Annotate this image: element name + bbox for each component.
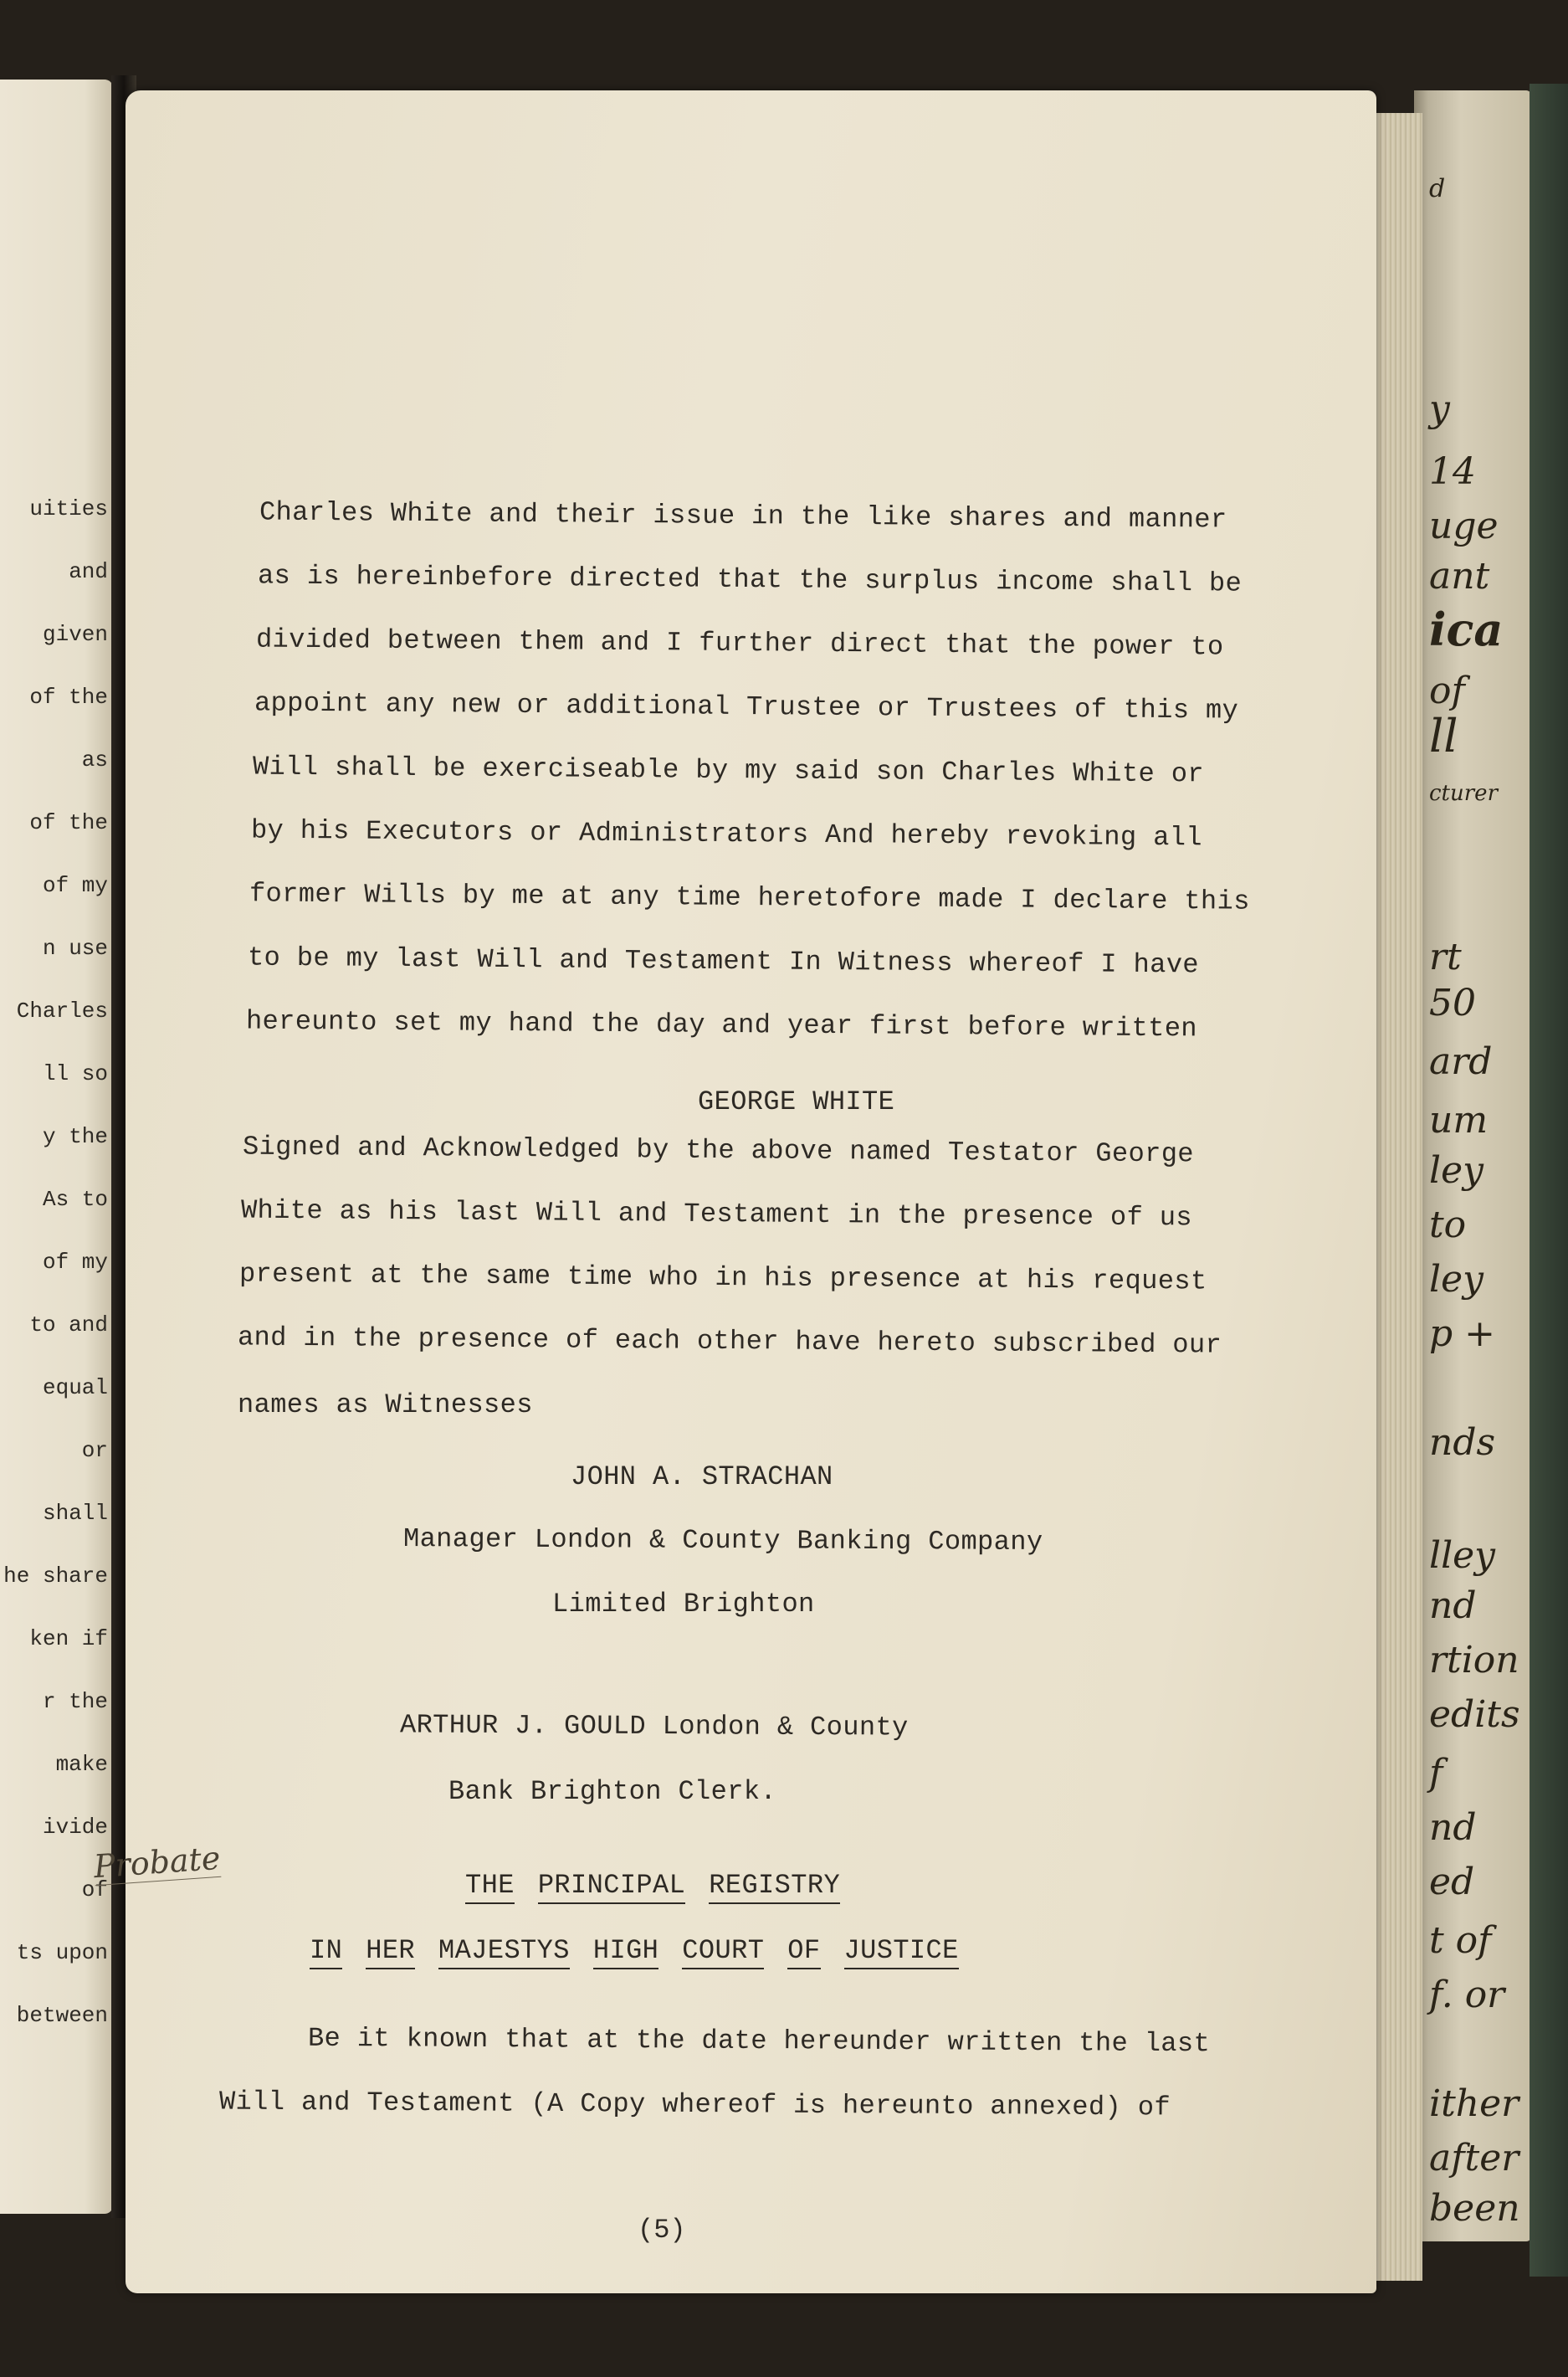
left-page-fragment: of my bbox=[42, 1250, 108, 1275]
heading-word: IN bbox=[310, 1935, 342, 1969]
left-page-fragment: given bbox=[42, 622, 108, 647]
left-page-fragment: make bbox=[55, 1752, 108, 1777]
handwritten-fragment: ither bbox=[1429, 2082, 1519, 2125]
left-page-fragment: of the bbox=[29, 810, 108, 835]
left-page-fragment: n use bbox=[42, 936, 108, 961]
attestation-line: Signed and Acknowledged by the above named Testator George bbox=[242, 1131, 1195, 1170]
handwritten-fragment: 50 bbox=[1429, 982, 1476, 1024]
handwritten-fragment: ard bbox=[1429, 1040, 1493, 1083]
left-page-fragment: or bbox=[81, 1438, 108, 1463]
court-heading bbox=[310, 1935, 982, 1966]
handwritten-fragment: y bbox=[1429, 388, 1450, 430]
handwritten-fragment: f bbox=[1429, 1752, 1443, 1794]
left-page-fragment: As to bbox=[42, 1187, 108, 1212]
probate-text-line: Be it known that at the date hereunder written the last bbox=[307, 2022, 1211, 2060]
left-page-fragment: y the bbox=[42, 1124, 108, 1149]
handwritten-fragment: uge bbox=[1429, 505, 1499, 547]
left-page-fragment: he share bbox=[3, 1563, 108, 1589]
handwritten-fragment: nds bbox=[1429, 1421, 1496, 1464]
will-text-line: hereunto set my hand the day and year first before written bbox=[245, 1005, 1198, 1045]
page-number: (5) bbox=[638, 2215, 686, 2246]
probate-margin-note: Probate bbox=[92, 1839, 222, 1886]
left-page-fragment: of bbox=[81, 1877, 108, 1902]
testator-signature: GEORGE WHITE bbox=[698, 1086, 895, 1117]
heading-word: HER bbox=[366, 1935, 415, 1969]
witness-2-title: Bank Brighton Clerk. bbox=[448, 1776, 777, 1807]
handwritten-fragment: lley bbox=[1429, 1534, 1496, 1577]
heading-word: MAJESTYS bbox=[438, 1935, 570, 1969]
left-page-fragment: ivide bbox=[42, 1815, 108, 1840]
handwritten-fragment: rt bbox=[1429, 936, 1462, 978]
witness-2-name: ARTHUR J. GOULD London & County bbox=[399, 1709, 909, 1743]
handwritten-fragment: t of bbox=[1429, 1919, 1492, 1962]
heading-word: JUSTICE bbox=[844, 1935, 959, 1969]
will-text-line: former Wills by me at any time heretofore made I declare this bbox=[249, 878, 1250, 917]
handwritten-underlying-page bbox=[1414, 90, 1531, 2241]
attestation-line: names as Witnesses bbox=[238, 1389, 533, 1420]
handwritten-fragment: ant bbox=[1429, 555, 1490, 598]
will-text-line: as is hereinbefore directed that the surplus income shall be bbox=[257, 560, 1243, 599]
handwritten-fragment: nd bbox=[1429, 1584, 1477, 1627]
will-text-line: appoint any new or additional Trustee or Trustees of this my bbox=[254, 687, 1239, 726]
handwritten-fragment: um bbox=[1429, 1099, 1489, 1142]
left-page-fragment: of the bbox=[29, 685, 108, 710]
will-text-line: to be my last Will and Testament In Witness whereof I have bbox=[247, 942, 1200, 981]
witness-1-title: Manager London & County Banking Company bbox=[402, 1522, 1043, 1558]
book-cover-edge bbox=[1530, 84, 1568, 2277]
left-page-fragment: uities bbox=[29, 496, 108, 521]
witness-1-name: JOHN A. STRACHAN bbox=[571, 1461, 833, 1492]
will-text-line: divided between them and I further direct that the power to bbox=[255, 624, 1224, 663]
handwritten-fragment: p + bbox=[1429, 1312, 1496, 1355]
left-page-fragment: as bbox=[81, 747, 108, 773]
handwritten-fragment: ley bbox=[1429, 1258, 1483, 1301]
handwritten-fragment: to bbox=[1429, 1204, 1467, 1246]
handwritten-fragment: rtion bbox=[1429, 1639, 1519, 1681]
handwritten-fragment: nd bbox=[1429, 1806, 1477, 1849]
handwritten-fragment: cturer bbox=[1429, 781, 1498, 806]
attestation-line: present at the same time who in his presence at his request bbox=[238, 1258, 1207, 1297]
handwritten-fragment: ley bbox=[1429, 1149, 1483, 1192]
handwritten-fragment: f. or bbox=[1429, 1974, 1505, 2016]
left-page-fragment: and bbox=[69, 559, 108, 584]
handwritten-fragment: edits bbox=[1429, 1693, 1520, 1736]
left-facing-page bbox=[0, 80, 113, 2214]
handwritten-fragment: 14 bbox=[1429, 450, 1476, 493]
attestation-line: and in the presence of each other have hereto subscribed our bbox=[237, 1322, 1222, 1361]
left-page-fragment: of my bbox=[42, 873, 108, 898]
handwritten-fragment: of bbox=[1429, 670, 1465, 712]
heading-word: PRINCIPAL bbox=[538, 1870, 685, 1904]
handwritten-fragment: been bbox=[1429, 2187, 1520, 2230]
witness-1-location: Limited Brighton bbox=[552, 1589, 815, 1620]
heading-word: OF bbox=[787, 1935, 820, 1969]
left-page-fragment: r the bbox=[42, 1689, 108, 1714]
heading-word: HIGH bbox=[593, 1935, 658, 1969]
handwritten-fragment: ll bbox=[1429, 710, 1458, 762]
handwritten-fragment: d bbox=[1429, 174, 1446, 203]
handwritten-fragment: ica bbox=[1429, 603, 1504, 656]
registry-heading bbox=[465, 1870, 863, 1901]
probate-text-line: Will and Testament (A Copy whereof is hereunto annexed) of bbox=[218, 2086, 1171, 2123]
heading-word: THE bbox=[465, 1870, 515, 1904]
handwritten-fragment: after bbox=[1429, 2137, 1519, 2179]
left-page-fragment: to and bbox=[29, 1312, 108, 1337]
left-page-fragment: between bbox=[16, 2003, 108, 2028]
stacked-page-edges bbox=[1372, 113, 1422, 2281]
will-text-line: Charles White and their issue in the like shares and manner bbox=[259, 496, 1227, 536]
attestation-line: White as his last Will and Testament in the presence of us bbox=[240, 1194, 1193, 1234]
will-text-line: Will shall be exerciseable by my said son Charles White or bbox=[252, 751, 1205, 790]
left-page-fragment: ll so bbox=[42, 1061, 108, 1086]
will-text-line: by his Executors or Administrators And hereby revoking all bbox=[250, 814, 1203, 854]
handwritten-fragment: ed bbox=[1429, 1861, 1475, 1903]
heading-word: REGISTRY bbox=[709, 1870, 840, 1904]
left-page-fragment: equal bbox=[42, 1375, 108, 1400]
left-page-fragment: ken if bbox=[29, 1626, 108, 1651]
heading-word: COURT bbox=[682, 1935, 764, 1969]
left-page-fragment: ts upon bbox=[16, 1940, 108, 1965]
left-page-fragment: shall bbox=[42, 1501, 108, 1526]
left-page-fragment: Charles bbox=[16, 999, 108, 1024]
